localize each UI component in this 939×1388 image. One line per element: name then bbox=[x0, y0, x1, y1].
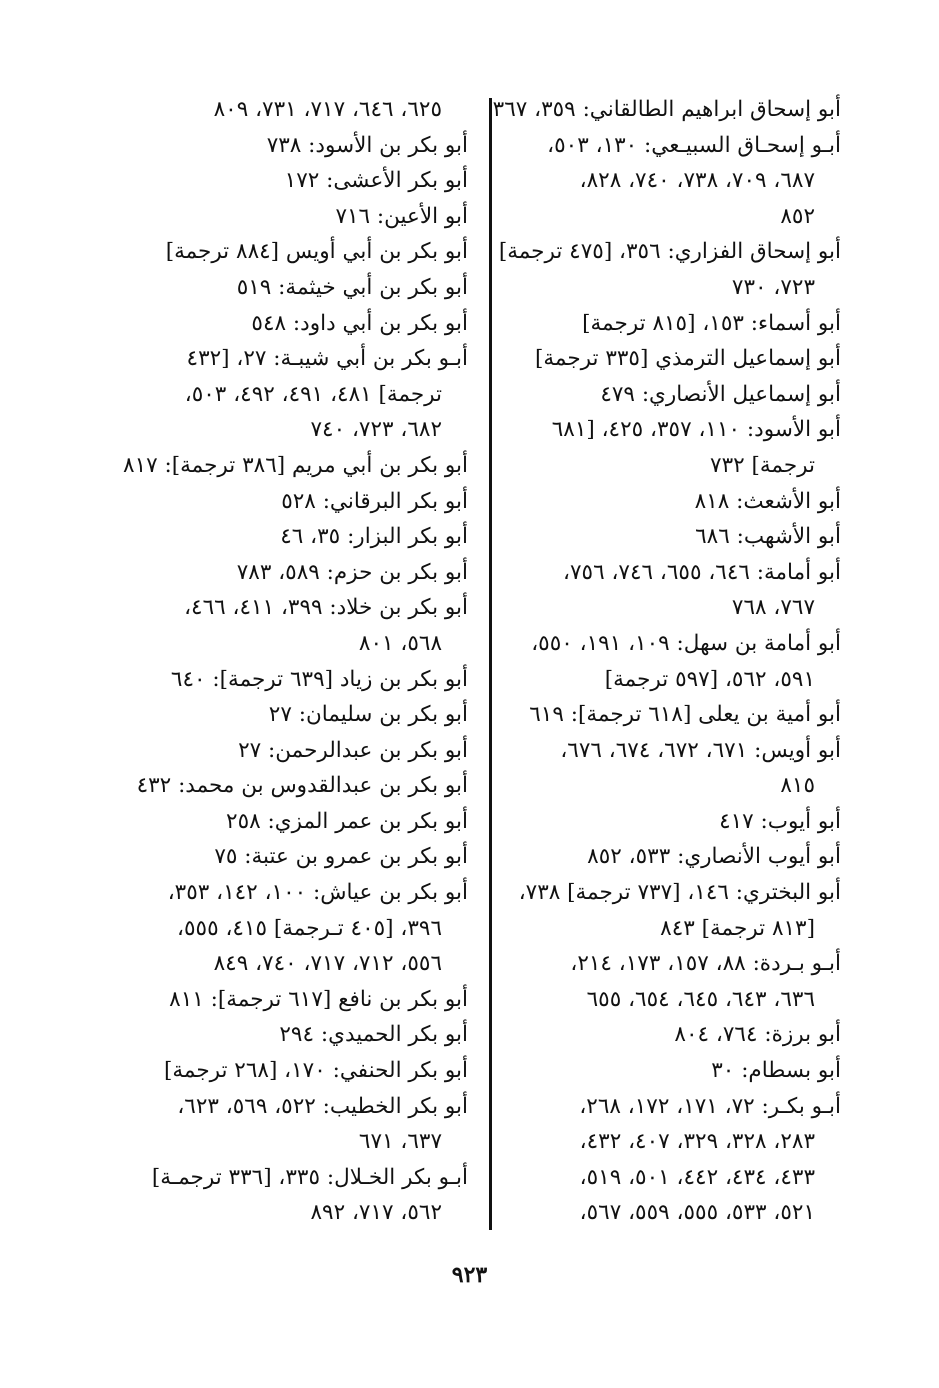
entry-heading-line: أبـو إسحـاق السبيـعي: ١٣٠، ٥٠٣، bbox=[547, 132, 841, 158]
entry-continuation-line: ٥٢١، ٥٣٣، ٥٥٥، ٥٥٩، ٥٦٧، bbox=[579, 1200, 815, 1226]
entry-continuation-line: ٧٦٧، ٧٦٨ bbox=[731, 595, 815, 621]
index-entry bbox=[138, 590, 468, 661]
index-entry bbox=[492, 92, 841, 128]
entry-heading-line: أبو إسحاق ابراهيم الطالقاني: ٣٥٩، ٣٦٧ bbox=[492, 97, 841, 122]
index-entry bbox=[138, 1017, 468, 1053]
index-entry bbox=[138, 484, 468, 520]
entry-continuation-line: ٥٥٦، ٧١٢، ٧١٧، ٧٤٠، ٨٤٩ bbox=[213, 951, 442, 977]
index-entry bbox=[138, 270, 468, 306]
entry-heading-line: أبو بسطام: ٣٠ bbox=[711, 1058, 841, 1084]
entry-heading-line: أبو أسماء: ١٥٣، [٨١٥ ترجمة] bbox=[582, 310, 841, 336]
index-entry bbox=[505, 697, 841, 733]
index-entry bbox=[498, 234, 841, 305]
entry-heading-line: أبو بكر الأعشى: ١٧٢ bbox=[284, 168, 468, 194]
entry-heading-line: أبو الأشهب: ٦٨٦ bbox=[695, 524, 841, 550]
index-entry bbox=[138, 519, 468, 555]
entry-continuation-line: ٣٩٦، [٤٠٥ تـرجمة] ٤١٥، ٥٥٥، bbox=[177, 915, 442, 941]
entry-heading-line: أبو برزة: ٧٦٤، ٨٠٤ bbox=[674, 1022, 841, 1048]
index-entry bbox=[505, 128, 841, 235]
entry-heading-line: أبو بكر البرقاني: ٥٢٨ bbox=[281, 488, 468, 514]
entry-heading-line: أبو أويس: ٦٧١، ٦٧٢، ٦٧٤، ٦٧٦، bbox=[560, 737, 841, 763]
entry-heading-line: أبو بكر بن عياش: ١٠٠، ١٤٢، ٣٥٣، bbox=[167, 880, 468, 906]
entry-heading-line: أبو إسماعيل الترمذي [٣٣٥ ترجمة] bbox=[534, 346, 841, 372]
entry-heading-line: أبـو بكـر: ٧٢، ١٧١، ١٧٢، ٢٦٨، bbox=[579, 1093, 841, 1119]
entry-heading-line: أبو بكر بن خلاد: ٣٩٩، ٤١١، ٤٦٦، bbox=[184, 595, 468, 621]
entry-heading-line: أبـو بكر بن أبي شيبـة: ٢٧، [٤٣٢ bbox=[186, 346, 468, 372]
index-entry bbox=[138, 1160, 468, 1231]
entry-heading-line: أبو الأسود: ١١٠، ٣٥٧، ٤٢٥، [٦٨١ bbox=[551, 417, 841, 443]
index-entry bbox=[138, 234, 468, 270]
entry-continuation-line: ٧٢٣، ٧٣٠ bbox=[731, 274, 815, 300]
entry-heading-line: أبو الأعين: ٧١٦ bbox=[335, 203, 468, 229]
entry-heading-line: أبـو بـردة: ٨٨، ١٥٧، ١٧٣، ٢١٤، bbox=[570, 951, 841, 977]
entry-continuation-line: ٥٦٢، ٧١٧، ٨٩٢ bbox=[310, 1200, 442, 1226]
entry-heading-line: أبو البختري: ١٤٦، [٧٣٧ ترجمة] ٧٣٨، bbox=[518, 880, 841, 906]
index-entry bbox=[123, 448, 468, 484]
entry-continuation-line: ٦٨٢، ٧٢٣، ٧٤٠ bbox=[310, 417, 442, 443]
index-entry bbox=[505, 341, 841, 377]
entry-heading-line: أبو بكر بن زياد [٦٣٩ ترجمة]: ٦٤٠ bbox=[170, 666, 468, 692]
entry-heading-line: أبو إسماعيل الأنصاري: ٤٧٩ bbox=[600, 381, 841, 407]
index-entry bbox=[505, 519, 841, 555]
index-entry bbox=[138, 163, 468, 199]
index-entry bbox=[505, 1053, 841, 1089]
index-entry bbox=[505, 306, 841, 342]
index-entry bbox=[505, 1017, 841, 1053]
entry-continuation-line: ٥٦٨، ٨٠١ bbox=[358, 630, 442, 656]
page-number: ٩٢٣ bbox=[451, 1262, 488, 1288]
entry-continuation-line: ٦٣٧، ٦٧١ bbox=[358, 1129, 442, 1155]
entry-heading-line: أبو بكر بن عمرو بن عتبة: ٧٥ bbox=[214, 844, 468, 870]
entry-heading-line: أبو بكر بن أبي داود: ٥٤٨ bbox=[251, 310, 468, 336]
entry-heading-line: أبو بكر البزار: ٣٥، ٤٦ bbox=[280, 524, 468, 550]
index-entry bbox=[505, 484, 841, 520]
entry-heading-line: أبو بكر بن أبي مريم [٣٨٦ ترجمة]: ٨١٧ bbox=[123, 452, 468, 478]
index-column-right bbox=[492, 92, 841, 1231]
entry-heading-line: أبو الأشعث: ٨١٨ bbox=[694, 488, 841, 514]
index-entry bbox=[138, 839, 468, 875]
entry-continuation-line: ٦٨٧، ٧٠٩، ٧٣٨، ٧٤٠، ٨٢٨، bbox=[579, 168, 815, 194]
index-entry bbox=[138, 662, 468, 698]
index-entry bbox=[138, 306, 468, 342]
entry-heading-line: أبو بكر بن أبي أويس [٨٨٤ ترجمة] bbox=[165, 239, 468, 265]
index-entry bbox=[505, 1089, 841, 1231]
index-entry bbox=[505, 412, 841, 483]
index-column-left bbox=[123, 92, 468, 1231]
entry-heading-line: أبو أيوب الأنصاري: ٥٣٣، ٨٥٢ bbox=[587, 844, 841, 870]
index-entry bbox=[505, 946, 841, 1017]
index-entry bbox=[138, 199, 468, 235]
index-entry bbox=[138, 982, 468, 1018]
entry-continuation-line: ٦٢٥، ٦٤٦، ٧١٧، ٧٣١، ٨٠٩ bbox=[213, 97, 442, 122]
index-entry bbox=[138, 697, 468, 733]
entry-heading-line: أبو أمامة: ٦٤٦، ٦٥٥، ٧٤٦، ٧٥٦، bbox=[563, 559, 841, 585]
entry-continuation-line: ٥٩١، ٥٦٢، [٥٩٧ ترجمة] bbox=[604, 666, 815, 692]
entry-heading-line: أبو بكر بن عمر المزي: ٢٥٨ bbox=[226, 808, 468, 834]
entry-heading-line: أبو بكر بن نافع [٦١٧ ترجمة]: ٨١١ bbox=[169, 986, 468, 1012]
index-entry bbox=[138, 768, 468, 804]
index-entry bbox=[505, 733, 841, 804]
index-entry bbox=[505, 626, 841, 697]
column-divider bbox=[489, 98, 492, 1230]
index-entry bbox=[138, 92, 468, 128]
entry-continuation-line: ٦٣٦، ٦٤٣، ٦٤٥، ٦٥٤، ٦٥٥ bbox=[586, 986, 815, 1012]
entry-heading-line: أبو بكر بن حزم: ٥٨٩، ٧٨٣ bbox=[236, 559, 468, 585]
entry-continuation-line: ٨٥٢ bbox=[780, 203, 815, 229]
entry-continuation-line: ترجمة] ٧٣٢ bbox=[710, 452, 815, 478]
index-entry bbox=[138, 1089, 468, 1160]
index-entry bbox=[505, 875, 841, 946]
entry-continuation-line: [٨١٣ ترجمة] ٨٤٣ bbox=[660, 915, 815, 941]
entry-heading-line: أبو إسحاق الفزاري: ٣٥٦، [٤٧٥ ترجمة] bbox=[498, 239, 841, 265]
entry-heading-line: أبو بكر الحميدي: ٢٩٤ bbox=[279, 1022, 468, 1048]
entry-heading-line: أبو بكر بن عبدالرحمن: ٢٧ bbox=[238, 737, 468, 763]
index-entry bbox=[138, 341, 468, 448]
index-entry bbox=[138, 1053, 468, 1089]
entry-heading-line: أبو بكر بن الأسود: ٧٣٨ bbox=[266, 132, 468, 158]
entry-heading-line: أبو أمية بن يعلى [٦١٨ ترجمة]: ٦١٩ bbox=[529, 702, 841, 728]
entry-continuation-line: ٢٨٣، ٣٢٨، ٣٢٩، ٤٠٧، ٤٣٢، bbox=[579, 1129, 815, 1155]
entry-continuation-line: ٨١٥ bbox=[780, 773, 815, 799]
index-entry bbox=[505, 377, 841, 413]
index-entry bbox=[505, 804, 841, 840]
index-entry bbox=[138, 804, 468, 840]
index-entry bbox=[138, 555, 468, 591]
entry-heading-line: أبـو بكر الخـلال: ٣٣٥، [٣٣٦ ترجمـة] bbox=[151, 1164, 468, 1190]
entry-heading-line: أبو بكر بن عبدالقدوس بن محمد: ٤٣٢ bbox=[136, 773, 468, 799]
entry-heading-line: أبو أمامة بن سهل: ١٠٩، ١٩١، ٥٥٠، bbox=[531, 630, 841, 656]
index-entry bbox=[138, 875, 468, 982]
index-entry bbox=[505, 555, 841, 626]
entry-continuation-line: ٤٣٣، ٤٣٤، ٤٤٢، ٥٠١، ٥١٩، bbox=[579, 1164, 815, 1190]
entry-heading-line: أبو بكر الخطيب: ٥٢٢، ٥٦٩، ٦٢٣، bbox=[177, 1093, 468, 1119]
entry-continuation-line: ترجمة] ٤٨١، ٤٩١، ٤٩٢، ٥٠٣، bbox=[184, 381, 442, 407]
index-entry bbox=[505, 839, 841, 875]
entry-heading-line: أبو أيوب: ٤١٧ bbox=[719, 808, 841, 834]
entry-heading-line: أبو بكر بن سليمان: ٢٧ bbox=[268, 702, 468, 728]
index-entry bbox=[138, 128, 468, 164]
entry-heading-line: أبو بكر بن أبي خيثمة: ٥١٩ bbox=[236, 274, 468, 300]
entry-heading-line: أبو بكر الحنفي: ١٧٠، [٢٦٨ ترجمة] bbox=[163, 1058, 468, 1084]
index-entry bbox=[138, 733, 468, 769]
